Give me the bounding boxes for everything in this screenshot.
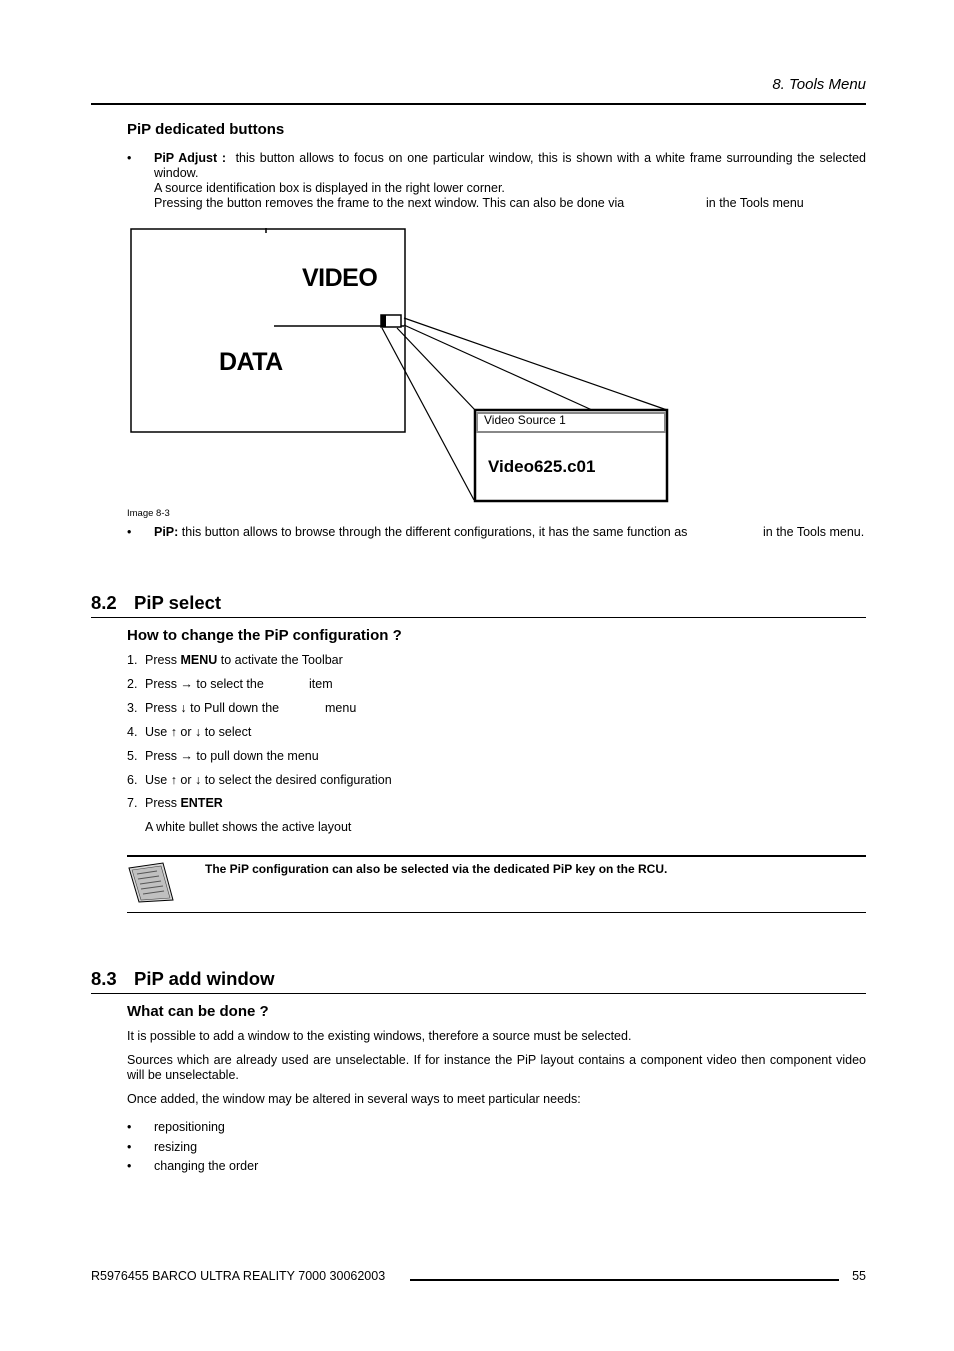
pip-description	[154, 525, 687, 540]
running-header: 8. Tools Menu	[772, 76, 866, 93]
section-title: PiP add window	[134, 968, 275, 989]
step-text: Use ↑ or ↓ to select the desired configuration	[145, 773, 392, 787]
footer-rule	[410, 1279, 839, 1281]
paragraph-2: Sources which are already used are unselectable. If for instance the PiP layout contains a component video then component video will be unselectable.	[127, 1053, 866, 1082]
pip-adjust-line1: this button allows to focus on one particular window, this is shown with a white frame surrounding the selected window.	[154, 151, 866, 180]
step-text-tail: to activate the Toolbar	[217, 653, 343, 667]
step-item	[127, 796, 223, 810]
step-number: 4.	[127, 725, 138, 739]
step-text-tail: item	[309, 677, 333, 691]
step-text-tail: menu	[325, 701, 357, 715]
step-number: 3.	[127, 701, 138, 715]
section-title: PiP select	[134, 592, 222, 613]
change-config-heading: How to change the PiP configuration ?	[127, 627, 402, 644]
step-text: Use ↑ or ↓ to select	[145, 725, 252, 739]
callout-line-2	[404, 325, 592, 410]
paragraph-1: It is possible to add a window to the existing windows, therefore a source must be selected.	[127, 1029, 632, 1043]
section-number: 8.2	[91, 592, 117, 613]
step-number: 5.	[127, 749, 138, 763]
step-text: Press	[145, 796, 181, 810]
section-rule	[91, 617, 866, 618]
pip-adjust-label: PiP Adjust :	[154, 151, 227, 165]
data-label: DATA	[219, 348, 283, 376]
step-number: 1.	[127, 653, 138, 667]
step-number: 2.	[127, 677, 138, 691]
step-item	[127, 773, 392, 787]
step-text: Press → to pull down the menu	[145, 749, 319, 763]
pip-label: PiP:	[154, 525, 179, 539]
bullet-symbol: •	[127, 1120, 132, 1134]
callout-line-1	[404, 318, 667, 410]
file-name-label: Video625.c01	[488, 457, 596, 476]
figure-caption: Image 8-3	[127, 508, 170, 519]
screen-frame	[131, 229, 405, 432]
note-bottom-rule	[127, 912, 866, 913]
step-key: MENU	[180, 653, 218, 667]
page-number: 55	[852, 1269, 866, 1283]
step-item	[127, 749, 319, 763]
paragraph-3: Once added, the window may be altered in several ways to meet particular needs:	[127, 1092, 581, 1106]
bullet-symbol: •	[127, 1159, 132, 1173]
pip-text-b: in the Tools menu.	[763, 525, 865, 539]
list-item: resizing	[154, 1140, 198, 1154]
section-number: 8.3	[91, 968, 117, 989]
pip-adjust-line3b: in the Tools menu	[706, 196, 804, 210]
pip-adjust-line3a: Pressing the button removes the frame to the next window. This can also be done via	[154, 196, 625, 210]
bullet-symbol: •	[127, 525, 132, 539]
callout-line-3	[397, 328, 475, 410]
step-text: Press	[145, 653, 181, 667]
step-number: 6.	[127, 773, 138, 787]
pip-text-a: this button allows to browse through the different configurations, it has the same function as	[181, 525, 688, 539]
what-can-be-done-heading: What can be done ?	[127, 1003, 269, 1020]
dedicated-buttons-heading: PiP dedicated buttons	[127, 121, 285, 138]
step-text: Press ↓ to Pull down the	[145, 701, 280, 715]
step-item	[127, 725, 251, 739]
small-id-box-mark	[381, 315, 386, 327]
list-item: repositioning	[154, 1120, 225, 1134]
list-item: changing the order	[154, 1159, 259, 1173]
note-top-rule	[127, 855, 866, 857]
note-icon	[127, 862, 175, 904]
step-item	[127, 677, 264, 691]
step-key: ENTER	[180, 796, 223, 810]
section-8-3-heading	[91, 968, 274, 990]
note-text: The PiP configuration can also be selected via the dedicated PiP key on the RCU.	[205, 862, 668, 876]
video-label: VIDEO	[302, 264, 378, 292]
step-item	[127, 653, 343, 667]
step-number: 7.	[127, 796, 138, 810]
step-text: Press → to select the	[145, 677, 264, 691]
section-rule	[91, 993, 866, 994]
video-source-label: Video Source 1	[484, 413, 566, 427]
section-8-2-heading	[91, 592, 221, 614]
step7-result: A white bullet shows the active layout	[145, 820, 352, 834]
footer-doc-id: R5976455 BARCO ULTRA REALITY 7000 30062003	[91, 1269, 386, 1283]
bullet-symbol: •	[127, 151, 132, 165]
step-item	[127, 701, 279, 715]
pip-adjust-line2: A source identification box is displayed in the right lower corner.	[154, 181, 505, 195]
pip-figure	[0, 0, 954, 520]
bullet-symbol: •	[127, 1140, 132, 1154]
